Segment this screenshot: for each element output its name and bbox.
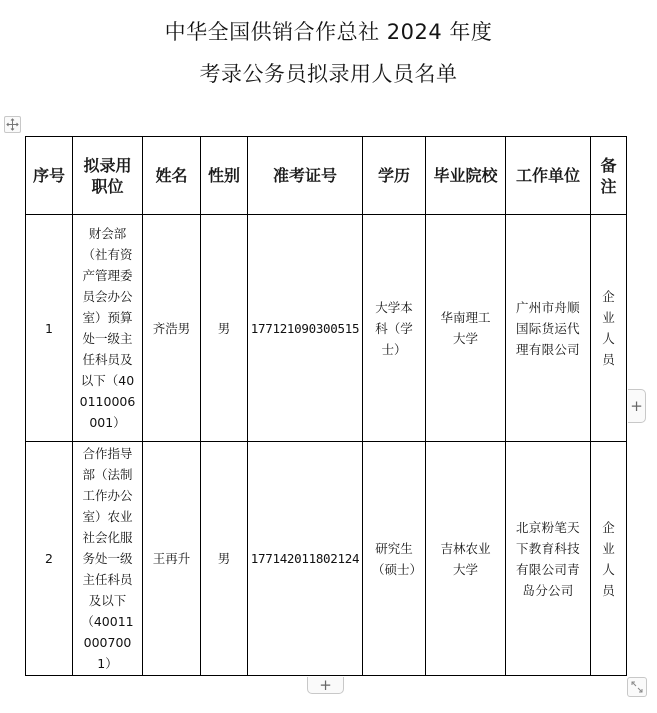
cell-position: 财会部（社有资产管理委员会办公室）预算处一级主任科员及以下（400110006001） <box>73 215 143 442</box>
cell-gender: 男 <box>201 215 248 442</box>
cell-name: 齐浩男 <box>143 215 201 442</box>
move-icon <box>6 118 19 131</box>
cell-gender: 男 <box>201 442 248 676</box>
header-remark: 备注 <box>591 137 627 215</box>
cell-education: 研究生（硕士） <box>363 442 426 676</box>
document-title-line2: 考录公务员拟录用人员名单 <box>199 62 458 86</box>
header-employer: 工作单位 <box>506 137 591 215</box>
header-row <box>26 137 627 215</box>
header-gender: 性别 <box>201 137 248 215</box>
header-exam-id: 准考证号 <box>248 137 363 215</box>
cell-index: 2 <box>26 442 73 676</box>
resize-icon <box>630 680 644 694</box>
cell-position: 合作指导部（法制工作办公室）农业社会化服务处一级主任科员及以下（400110007001） <box>73 442 143 676</box>
cell-school: 华南理工大学 <box>426 215 506 442</box>
add-row-button[interactable] <box>307 677 344 694</box>
cell-index: 1 <box>26 215 73 442</box>
header-name: 姓名 <box>143 137 201 215</box>
header-position: 拟录用职位 <box>73 137 143 215</box>
table-row <box>26 215 627 442</box>
plus-icon: + <box>319 676 332 694</box>
cell-school: 吉林农业大学 <box>426 442 506 676</box>
table-move-handle[interactable] <box>4 116 21 133</box>
document-title-line1: 中华全国供销合作总社 2024 年度 <box>164 20 493 44</box>
cell-remark: 企业人员 <box>591 442 627 676</box>
table-row <box>26 442 627 676</box>
header-index: 序号 <box>26 137 73 215</box>
cell-employer: 北京粉笔天下教育科技有限公司青岛分公司 <box>506 442 591 676</box>
cell-name: 王再升 <box>143 442 201 676</box>
table-resize-handle[interactable] <box>627 677 647 697</box>
cell-exam-id: 177142011802124 <box>248 442 363 676</box>
candidate-table <box>25 136 627 676</box>
cell-remark: 企业人员 <box>591 215 627 442</box>
cell-exam-id: 177121090300515 <box>248 215 363 442</box>
cell-education: 大学本科（学士） <box>363 215 426 442</box>
header-education: 学历 <box>363 137 426 215</box>
cell-employer: 广州市舟顺国际货运代理有限公司 <box>506 215 591 442</box>
add-column-button[interactable] <box>628 389 646 423</box>
header-school: 毕业院校 <box>426 137 506 215</box>
plus-icon: + <box>630 397 643 415</box>
